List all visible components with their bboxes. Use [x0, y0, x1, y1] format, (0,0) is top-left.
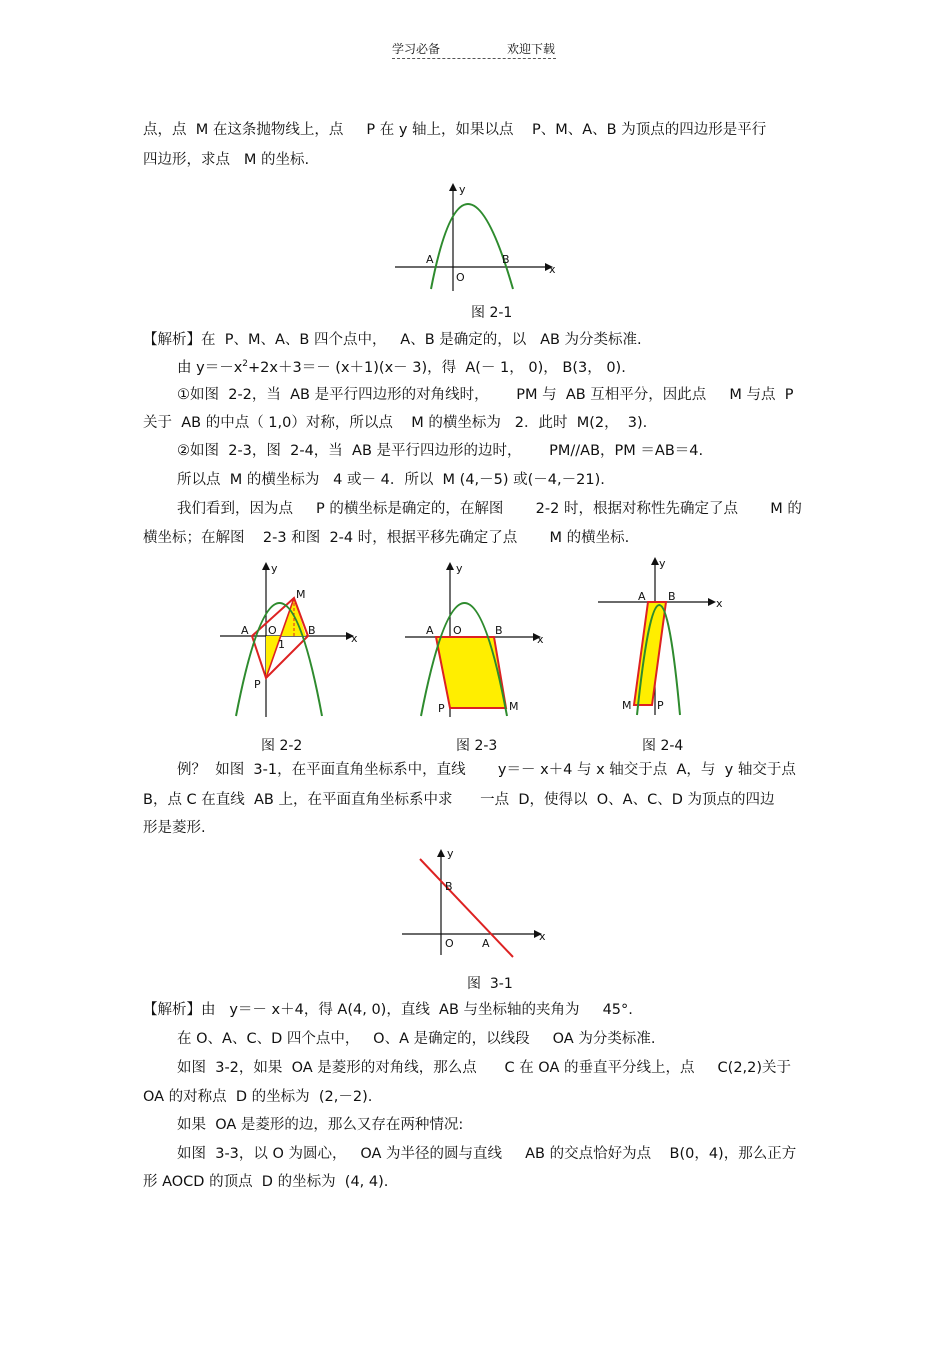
problem-line-2: 四边形，求点 M 的坐标. — [143, 152, 310, 168]
label-x: x — [351, 632, 358, 645]
label-p: P — [657, 699, 664, 712]
parabola — [431, 204, 513, 289]
line-ab — [420, 859, 513, 957]
parallelogram — [436, 637, 506, 708]
analysis1-line-8: 横坐标；在解图 2-3 和图 2-4 时，根据平移先确定了点 M 的横坐标. — [143, 530, 630, 546]
analysis1-line-3: ①如图 2-2，当 AB 是平行四边形的对角线时， PM 与 AB 互相平分，因此点 M 与点 P — [177, 387, 794, 403]
label-o: O — [268, 624, 277, 637]
label-a: A — [426, 253, 434, 266]
analysis2-line-4: OA 的对称点 D 的坐标为 (2,－2). — [143, 1089, 373, 1105]
figure-2-4 — [598, 555, 728, 720]
label-m: M — [509, 700, 519, 713]
label-b: B — [445, 880, 453, 893]
analysis2-line-6: 如图 3-3，以 O 为圆心， OA 为半径的圆与直线 AB 的交点恰好为点 B(0，4)，那么正方 — [177, 1146, 797, 1162]
caption-2-2: 图 2-2 — [261, 738, 303, 754]
header-rule — [392, 58, 556, 59]
label-o: O — [456, 271, 465, 284]
label-p: P — [438, 702, 445, 715]
label-a: A — [638, 590, 646, 603]
label-a: A — [482, 937, 490, 950]
label-m: M — [296, 588, 306, 601]
analysis1-line-2 — [177, 358, 626, 378]
figure-3-1 — [400, 845, 550, 965]
analysis1-line-7: 我们看到，因为点 P 的横坐标是确定的，在解图 2-2 时，根据对称性先确定了点 M 的 — [177, 501, 802, 517]
label-y: y — [659, 557, 666, 570]
analysis1-line-4: 关于 AB 的中点（ 1,0）对称，所以点 M 的横坐标为 2．此时 M(2， 3). — [143, 415, 648, 431]
eq-exponent: 2 — [242, 359, 249, 370]
label-o: O — [453, 624, 462, 637]
analysis2-line-3: 如图 3-2，如果 OA 是菱形的对角线，那么点 C 在 OA 的垂直平分线上，点 C(2,2)关于 — [177, 1060, 792, 1076]
page-header — [0, 40, 950, 60]
caption-3-1: 图 3-1 — [467, 976, 513, 992]
analysis2-line-7: 形 AOCD 的顶点 D 的坐标为 (4, 4). — [143, 1174, 389, 1190]
eq-part-1: 由 y＝－x — [177, 360, 243, 376]
label-x: x — [539, 930, 546, 943]
eq-part-2: +2x＋3＝－ (x＋1)(x－ 3)，得 A(－ 1， 0)， B(3， 0). — [248, 360, 626, 376]
analysis2-line-1: 【解析】由 y＝－ x＋4，得 A(4, 0)，直线 AB 与坐标轴的夹角为 45°. — [143, 1002, 633, 1018]
y-axis-arrow — [262, 562, 270, 570]
example-line-3: 形是菱形. — [143, 820, 206, 836]
analysis1-line-5: ②如图 2-3，图 2-4，当 AB 是平行四边形的边时， PM//AB，PM ＝AB＝4. — [177, 443, 704, 459]
label-m: M — [622, 699, 632, 712]
y-axis-arrow — [446, 562, 454, 570]
label-x: x — [716, 597, 723, 610]
analysis2-line-2: 在 O、A、C、D 四个点中， O、A 是确定的，以线段 OA 为分类标准. — [177, 1031, 656, 1047]
x-axis-arrow — [708, 598, 716, 606]
caption-2-4: 图 2-4 — [642, 738, 684, 754]
label-one: 1 — [278, 638, 285, 651]
label-a: A — [426, 624, 434, 637]
parallelogram — [634, 602, 666, 705]
parabola — [236, 603, 322, 716]
analysis2-line-5: 如果 OA 是菱形的边，那么又存在两种情况: — [177, 1117, 464, 1133]
fill-region — [266, 598, 306, 678]
y-axis-arrow — [437, 849, 445, 857]
analysis1-line-6: 所以点 M 的横坐标为 4 或－ 4．所以 M (4,－5) 或(－4,－21). — [177, 472, 605, 488]
label-x: x — [549, 263, 556, 276]
problem-line-1: 点，点 M 在这条抛物线上，点 P 在 y 轴上，如果以点 P、M、A、B 为顶点的四边形是平行 — [143, 122, 767, 138]
label-x: x — [537, 633, 544, 646]
label-b: B — [502, 253, 510, 266]
label-b: B — [495, 624, 503, 637]
label-b: B — [308, 624, 316, 637]
y-axis-arrow — [449, 183, 457, 191]
label-p: P — [254, 678, 261, 691]
label-y: y — [271, 562, 278, 575]
example-line-1: 例？ 如图 3-1，在平面直角坐标系中，直线 y＝－ x＋4 与 x 轴交于点 A，与 y 轴交于点 — [177, 762, 796, 778]
figure-2-3 — [405, 560, 550, 720]
figure-2-2 — [220, 560, 360, 720]
label-b: B — [668, 590, 676, 603]
label-y: y — [456, 562, 463, 575]
label-y: y — [459, 183, 466, 196]
label-y: y — [447, 847, 454, 860]
example-line-2: B，点 C 在直线 AB 上，在平面直角坐标系中求 一点 D，使得以 O、A、C、D 为顶点的四边 — [143, 792, 775, 808]
caption-2-3: 图 2-3 — [456, 738, 498, 754]
header-right: 欢迎下载 — [507, 42, 556, 56]
label-o: O — [445, 937, 454, 950]
analysis1-line-1: 【解析】在 P、M、A、B 四个点中， A、B 是确定的，以 AB 为分类标准. — [143, 332, 642, 348]
header-left: 学习必备 — [392, 42, 441, 56]
caption-2-1: 图 2-1 — [471, 305, 513, 321]
y-axis-arrow — [651, 557, 659, 565]
figure-2-1 — [395, 183, 560, 293]
label-a: A — [241, 624, 249, 637]
